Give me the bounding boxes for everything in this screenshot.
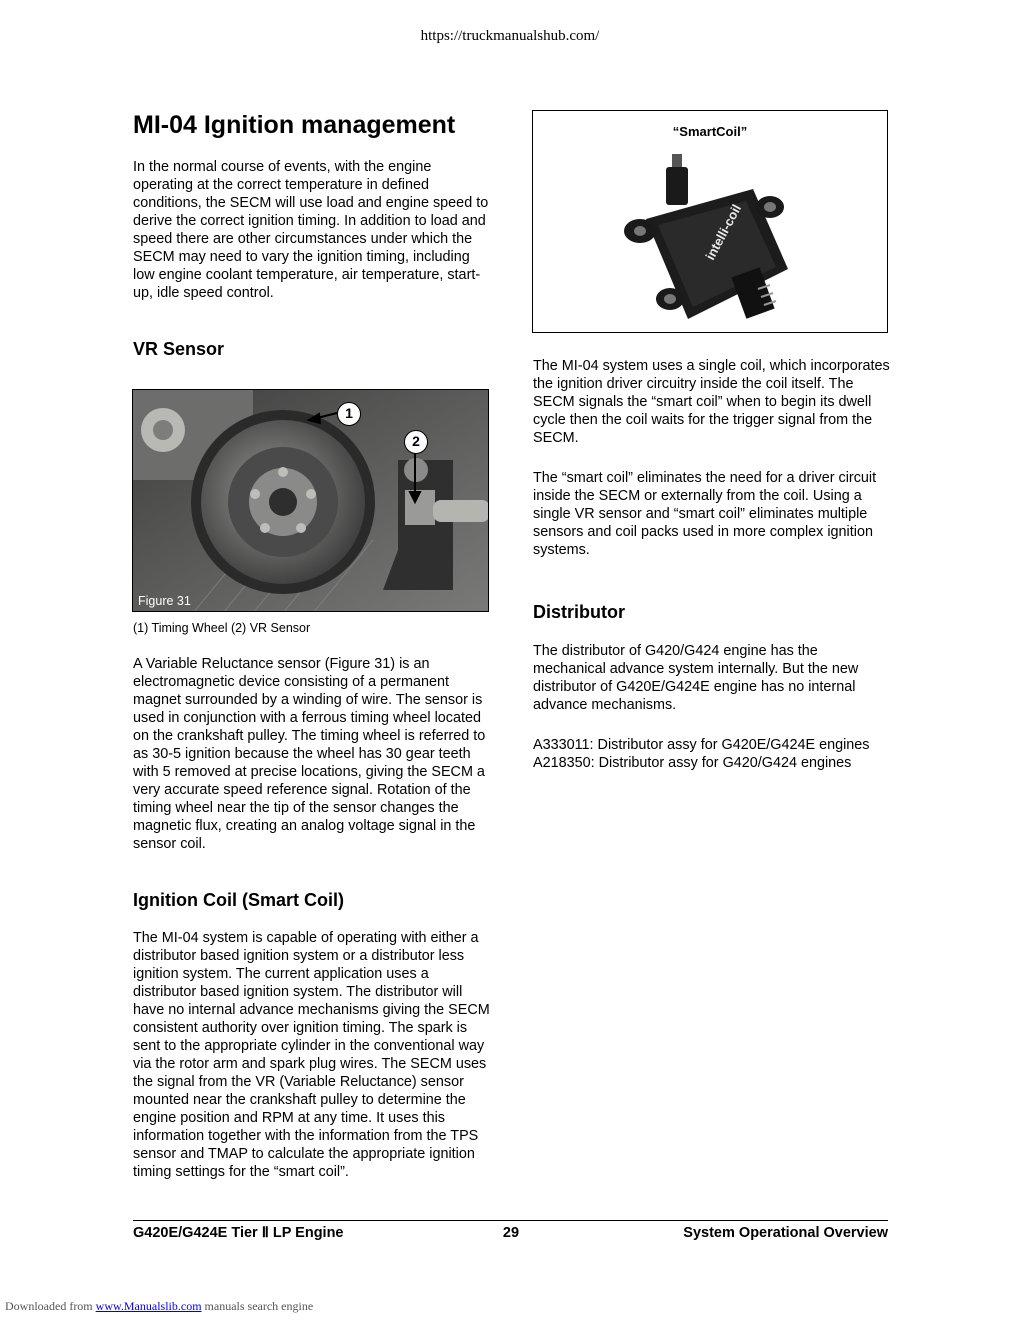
distributor-paragraph (533, 642, 891, 714)
footer-page-number: 29 (502, 1225, 520, 1241)
distributor-parts-list (533, 736, 893, 772)
part-item-2: A218350: Distributor assy for G420/G424 engines (533, 755, 852, 771)
smartcoil-title: “SmartCoil” (672, 124, 748, 139)
smartcoil-figure (532, 110, 888, 333)
ignition-coil-text: The MI-04 system is capable of operating with either a distributor based ignition system or a distributor less ignition system. The current application uses a distributor based ignition system. The distributor will have no internal advance mechanisms giving the SECM consistent authority over ignition timing. The spark is sent to the appropriate cylinder in the conventional way via the rotor arm and spark plug wires. The SECM uses the signal from the VR (Variable Reluctance) sensor mounted near the crankshaft pulley to determine the engine position and RPM at any time. It uses this information together with the information from the TPS sensor and TMAP to calculate the appropriate ignition timing settings for the “smart coil”. (133, 930, 490, 1180)
intro-text: In the normal course of events, with the engine operating at the correct temperature in defined conditions, the SECM will use load and engine speed to derive the correct ignition timing. In addition to load and speed there are other circumstances under which the SECM may need to vary the ignition timing, including low engine coolant temperature, air temperature, start-up, idle speed control. (133, 159, 489, 301)
smartcoil-text-1: The MI-04 system uses a single coil, which incorporates the ignition driver circuitry inside the coil itself. The SECM signals the “smart coil” when to begin its dwell cycle then the coil waits for the trigger signal from the SECM. (533, 358, 890, 446)
figure-caption: (1) Timing Wheel (2) VR Sensor (133, 621, 311, 635)
download-prefix: Downloaded from (5, 1299, 93, 1313)
ignition-coil-paragraph (133, 929, 491, 1181)
page-title: MI-04 Ignition management (133, 111, 456, 139)
smartcoil-paragraph-2 (533, 469, 891, 559)
vr-sensor-figure (132, 389, 489, 612)
header-url: https://truckmanualshub.com/ (420, 28, 600, 44)
distributor-text: The distributor of G420/G424 engine has the mechanical advance system internally. But the new distributor of G420E/G424E engine has no internal advance mechanisms. (533, 643, 859, 713)
distributor-heading: Distributor (533, 602, 625, 622)
smartcoil-text-2: The “smart coil” eliminates the need for a driver circuit inside the SECM or externally from the coil. Using a single VR sensor and “smart coil” eliminates multiple sensors and coil packs used in more complex ignition systems. (533, 470, 877, 558)
smartcoil-photo (618, 149, 808, 331)
manualslib-link[interactable]: www.Manualslib.com (95, 1299, 202, 1313)
smartcoil-paragraph-1 (533, 357, 891, 447)
part-item-1: A333011: Distributor assy for G420E/G424E engines (533, 737, 870, 753)
figure-label: Figure 31 (138, 594, 191, 608)
vr-sensor-paragraph (133, 655, 491, 853)
vr-sensor-heading: VR Sensor (133, 339, 225, 359)
intro-paragraph (133, 158, 491, 302)
footer-section-title: System Operational Overview (683, 1225, 888, 1241)
marker-vr-sensor: 2 (404, 430, 428, 454)
vr-sensor-photo (133, 390, 489, 612)
download-suffix: manuals search engine (204, 1299, 314, 1313)
ignition-coil-heading: Ignition Coil (Smart Coil) (133, 890, 344, 910)
download-note (5, 1299, 313, 1314)
vr-sensor-text: A Variable Reluctance sensor (Figure 31) is an electromagnetic device consisting of a permanent magnet surrounded by a winding of wire. The sensor is used in conjunction with a ferrous timing wheel located on the crankshaft pulley. The timing wheel is referred to as 30-5 ignition because the wheel has 30 gear teeth with 5 removed at precise locations, giving the SECM a very accurate speed reference signal. Rotation of the timing wheel near the tip of the sensor changes the magnetic flux, creating an analog voltage signal in the sensor coil. (133, 656, 486, 852)
marker-timing-wheel: 1 (337, 402, 361, 426)
footer-engine-title: G420E/G424E Tier Ⅱ LP Engine (133, 1225, 344, 1241)
smartcoil-brand-logo: intelli-coil (702, 201, 745, 263)
footer-divider (133, 1220, 888, 1221)
